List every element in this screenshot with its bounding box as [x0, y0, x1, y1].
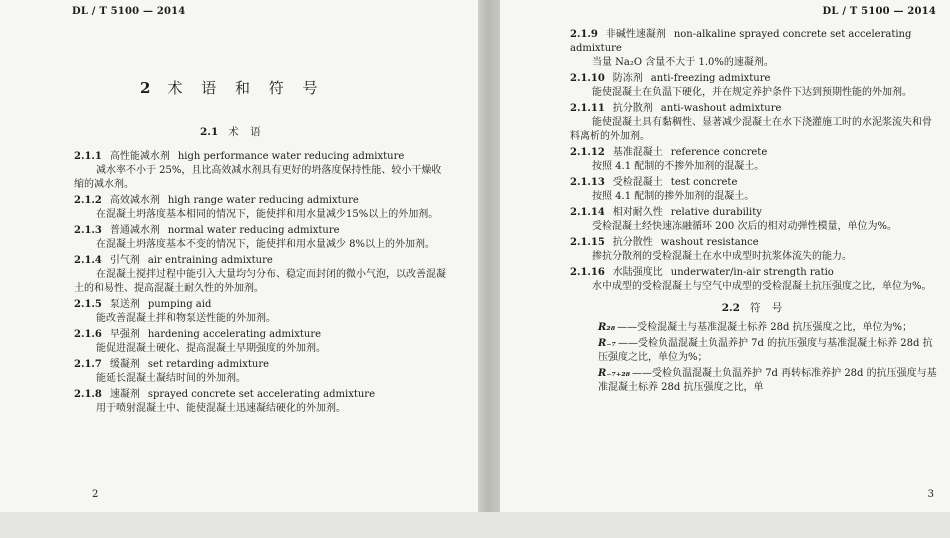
term-english-name: set retarding admixture [147, 359, 270, 370]
term-heading [74, 388, 448, 402]
term-number: 2.1.7 [74, 359, 102, 370]
symbol-entry [570, 337, 938, 365]
term-definition: 受检混凝土经快速冻融循环 200 次后的相对动弹性模量，单位为%。 [592, 221, 897, 232]
term-english-name: reference concrete [670, 147, 768, 158]
term-number: 2.1.1 [74, 151, 102, 162]
symbol-list [570, 321, 938, 395]
term-heading [74, 358, 448, 372]
term-chinese-name: 普通减水剂 [109, 225, 160, 236]
term-english-name: high performance water reducing admixture [177, 151, 405, 162]
right-page [500, 0, 950, 512]
term-english-name: anti-washout admixture [660, 103, 782, 114]
symbol-entry [570, 321, 938, 335]
term-heading [74, 254, 448, 268]
term-english-name: non-alkaline sprayed concrete set accelerating admixture [570, 29, 912, 54]
term-definition: 按照 4.1 配制的不掺外加剂的混凝土。 [592, 161, 765, 172]
term-definition: 水中成型的受检混凝土与空气中成型的受检混凝土抗压强度之比，单位为%。 [592, 281, 932, 292]
term-number: 2.1.4 [74, 255, 102, 266]
term-number: 2.1.6 [74, 329, 102, 340]
chapter-title [140, 77, 325, 98]
right-page-header: DL / T 5100 — 2014 [822, 6, 936, 17]
term-english-name: anti-freezing admixture [650, 73, 771, 84]
term-english-name: test concrete [670, 177, 738, 188]
term-heading [74, 328, 448, 342]
section-title-2-1 [200, 124, 265, 139]
term-english-name: high range water reducing admixture [167, 195, 359, 206]
term-chinese-name: 非碱性速凝剂 [605, 29, 666, 40]
symbol-description: ——受检负温混凝土负温养护 7d 的抗压强度与基准混凝土标养 28d 抗压强度之比，单位为%； [598, 338, 933, 363]
section-title-text: 术 语 [228, 126, 265, 138]
term-english-name: air entraining admixture [147, 255, 273, 266]
right-content [570, 28, 938, 397]
term-number: 2.1.11 [570, 103, 605, 114]
term-heading [570, 206, 938, 220]
term-chinese-name: 防冻剂 [612, 73, 643, 84]
term-definition: 能延长混凝土凝结时间的外加剂。 [96, 373, 246, 384]
left-term-list [74, 150, 448, 418]
term-number: 2.1.15 [570, 237, 605, 248]
term-chinese-name: 缓凝剂 [109, 359, 140, 370]
term-definition: 能使混凝土在负温下硬化，并在规定养护条件下达到预期性能的外加剂。 [592, 87, 912, 98]
term-number: 2.1.5 [74, 299, 102, 310]
term-heading [570, 102, 938, 116]
term-definition: 能使混凝土具有黏稠性、显著减少混凝土在水下浇灌施工时的水泥浆流失和骨料离析的外加剂。 [570, 117, 932, 142]
term-chinese-name: 速凝剂 [109, 389, 140, 400]
term-heading [570, 28, 938, 56]
term-number: 2.1.16 [570, 267, 605, 278]
term-definition: 在混凝土搅拌过程中能引入大量均匀分布、稳定而封闭的微小气泡，以改善混凝土的和易性、提高混凝土耐久性的外加剂。 [74, 269, 446, 294]
term-number: 2.1.8 [74, 389, 102, 400]
term-english-name: underwater/in-air strength ratio [670, 267, 834, 278]
term-definition: 当量 Na₂O 含量不大于 1.0%的速凝剂。 [592, 57, 774, 68]
term-chinese-name: 受检混凝土 [612, 177, 663, 188]
term-heading [74, 224, 448, 238]
left-page-header: DL / T 5100 — 2014 [72, 6, 186, 17]
term-heading [570, 236, 938, 250]
book-gutter [478, 0, 500, 512]
term-definition: 能改善混凝土拌和物泵送性能的外加剂。 [96, 313, 276, 324]
term-chinese-name: 抗分散性 [612, 237, 653, 248]
term-english-name: relative durability [670, 207, 762, 218]
right-page-number: 3 [927, 489, 934, 500]
term-chinese-name: 泵送剂 [109, 299, 140, 310]
term-heading [570, 72, 938, 86]
term-chinese-name: 相对耐久性 [612, 207, 663, 218]
term-definition: 在混凝土坍落度基本相同的情况下，能使拌和用水量减少15%以上的外加剂。 [96, 209, 439, 220]
section-title-text: 符 号 [749, 302, 787, 314]
symbol-name: R₋₇ [598, 338, 616, 349]
term-chinese-name: 高效减水剂 [109, 195, 160, 206]
chapter-number: 2 [140, 79, 158, 97]
term-number: 2.1.3 [74, 225, 102, 236]
term-heading [570, 266, 938, 280]
symbol-name: R₂₈ [598, 322, 616, 333]
term-chinese-name: 高性能减水剂 [109, 151, 170, 162]
term-definition: 在混凝土坍落度基本不变的情况下，能使拌和用水量减少 8%以上的外加剂。 [96, 239, 436, 250]
term-number: 2.1.12 [570, 147, 605, 158]
term-number: 2.1.13 [570, 177, 605, 188]
term-english-name: normal water reducing admixture [167, 225, 340, 236]
term-chinese-name: 抗分散剂 [612, 103, 653, 114]
symbol-name: R₋₇₊₂₈ [598, 368, 631, 379]
term-chinese-name: 水陆强度比 [612, 267, 663, 278]
symbol-entry [570, 367, 938, 395]
term-english-name: pumping aid [147, 299, 212, 310]
left-page-number: 2 [92, 489, 99, 500]
term-heading [570, 146, 938, 160]
chapter-title-text: 术 语 和 符 号 [167, 79, 325, 97]
term-definition: 掺抗分散剂的受检混凝土在水中成型时抗浆体流失的能力。 [592, 251, 852, 262]
section-number: 2.2 [721, 302, 740, 314]
left-page [0, 0, 478, 512]
term-number: 2.1.2 [74, 195, 102, 206]
symbol-description: ——受检混凝土与基准混凝土标养 28d 抗压强度之比，单位为%； [617, 322, 913, 333]
term-number: 2.1.10 [570, 73, 605, 84]
section-title-2-2 [570, 300, 938, 315]
term-number: 2.1.14 [570, 207, 605, 218]
term-definition: 用于喷射混凝土中、能使混凝土迅速凝结硬化的外加剂。 [96, 403, 346, 414]
term-english-name: washout resistance [660, 237, 759, 248]
term-heading [74, 150, 448, 164]
term-number: 2.1.9 [570, 29, 598, 40]
symbol-description: ——受检负温混凝土负温养护 7d 再转标准养护 28d 的抗压强度与基准混凝土标养 28d 抗压强度之比，单 [598, 368, 937, 393]
term-chinese-name: 引气剂 [109, 255, 140, 266]
term-heading [74, 298, 448, 312]
term-english-name: sprayed concrete set accelerating admixture [147, 389, 376, 400]
term-definition: 能促进混凝土硬化、提高混凝土早期强度的外加剂。 [96, 343, 326, 354]
right-term-list [570, 28, 938, 294]
term-definition: 按照 4.1 配制的掺外加剂的混凝土。 [592, 191, 755, 202]
term-english-name: hardening accelerating admixture [147, 329, 322, 340]
term-chinese-name: 早强剂 [109, 329, 140, 340]
scan-bottom-edge [0, 512, 950, 538]
term-heading [74, 194, 448, 208]
term-chinese-name: 基准混凝土 [612, 147, 663, 158]
section-number: 2.1 [200, 126, 219, 138]
term-definition: 减水率不小于 25%，且比高效减水剂具有更好的坍落度保持性能、较小干燥收缩的减水剂。 [74, 165, 442, 190]
term-heading [570, 176, 938, 190]
